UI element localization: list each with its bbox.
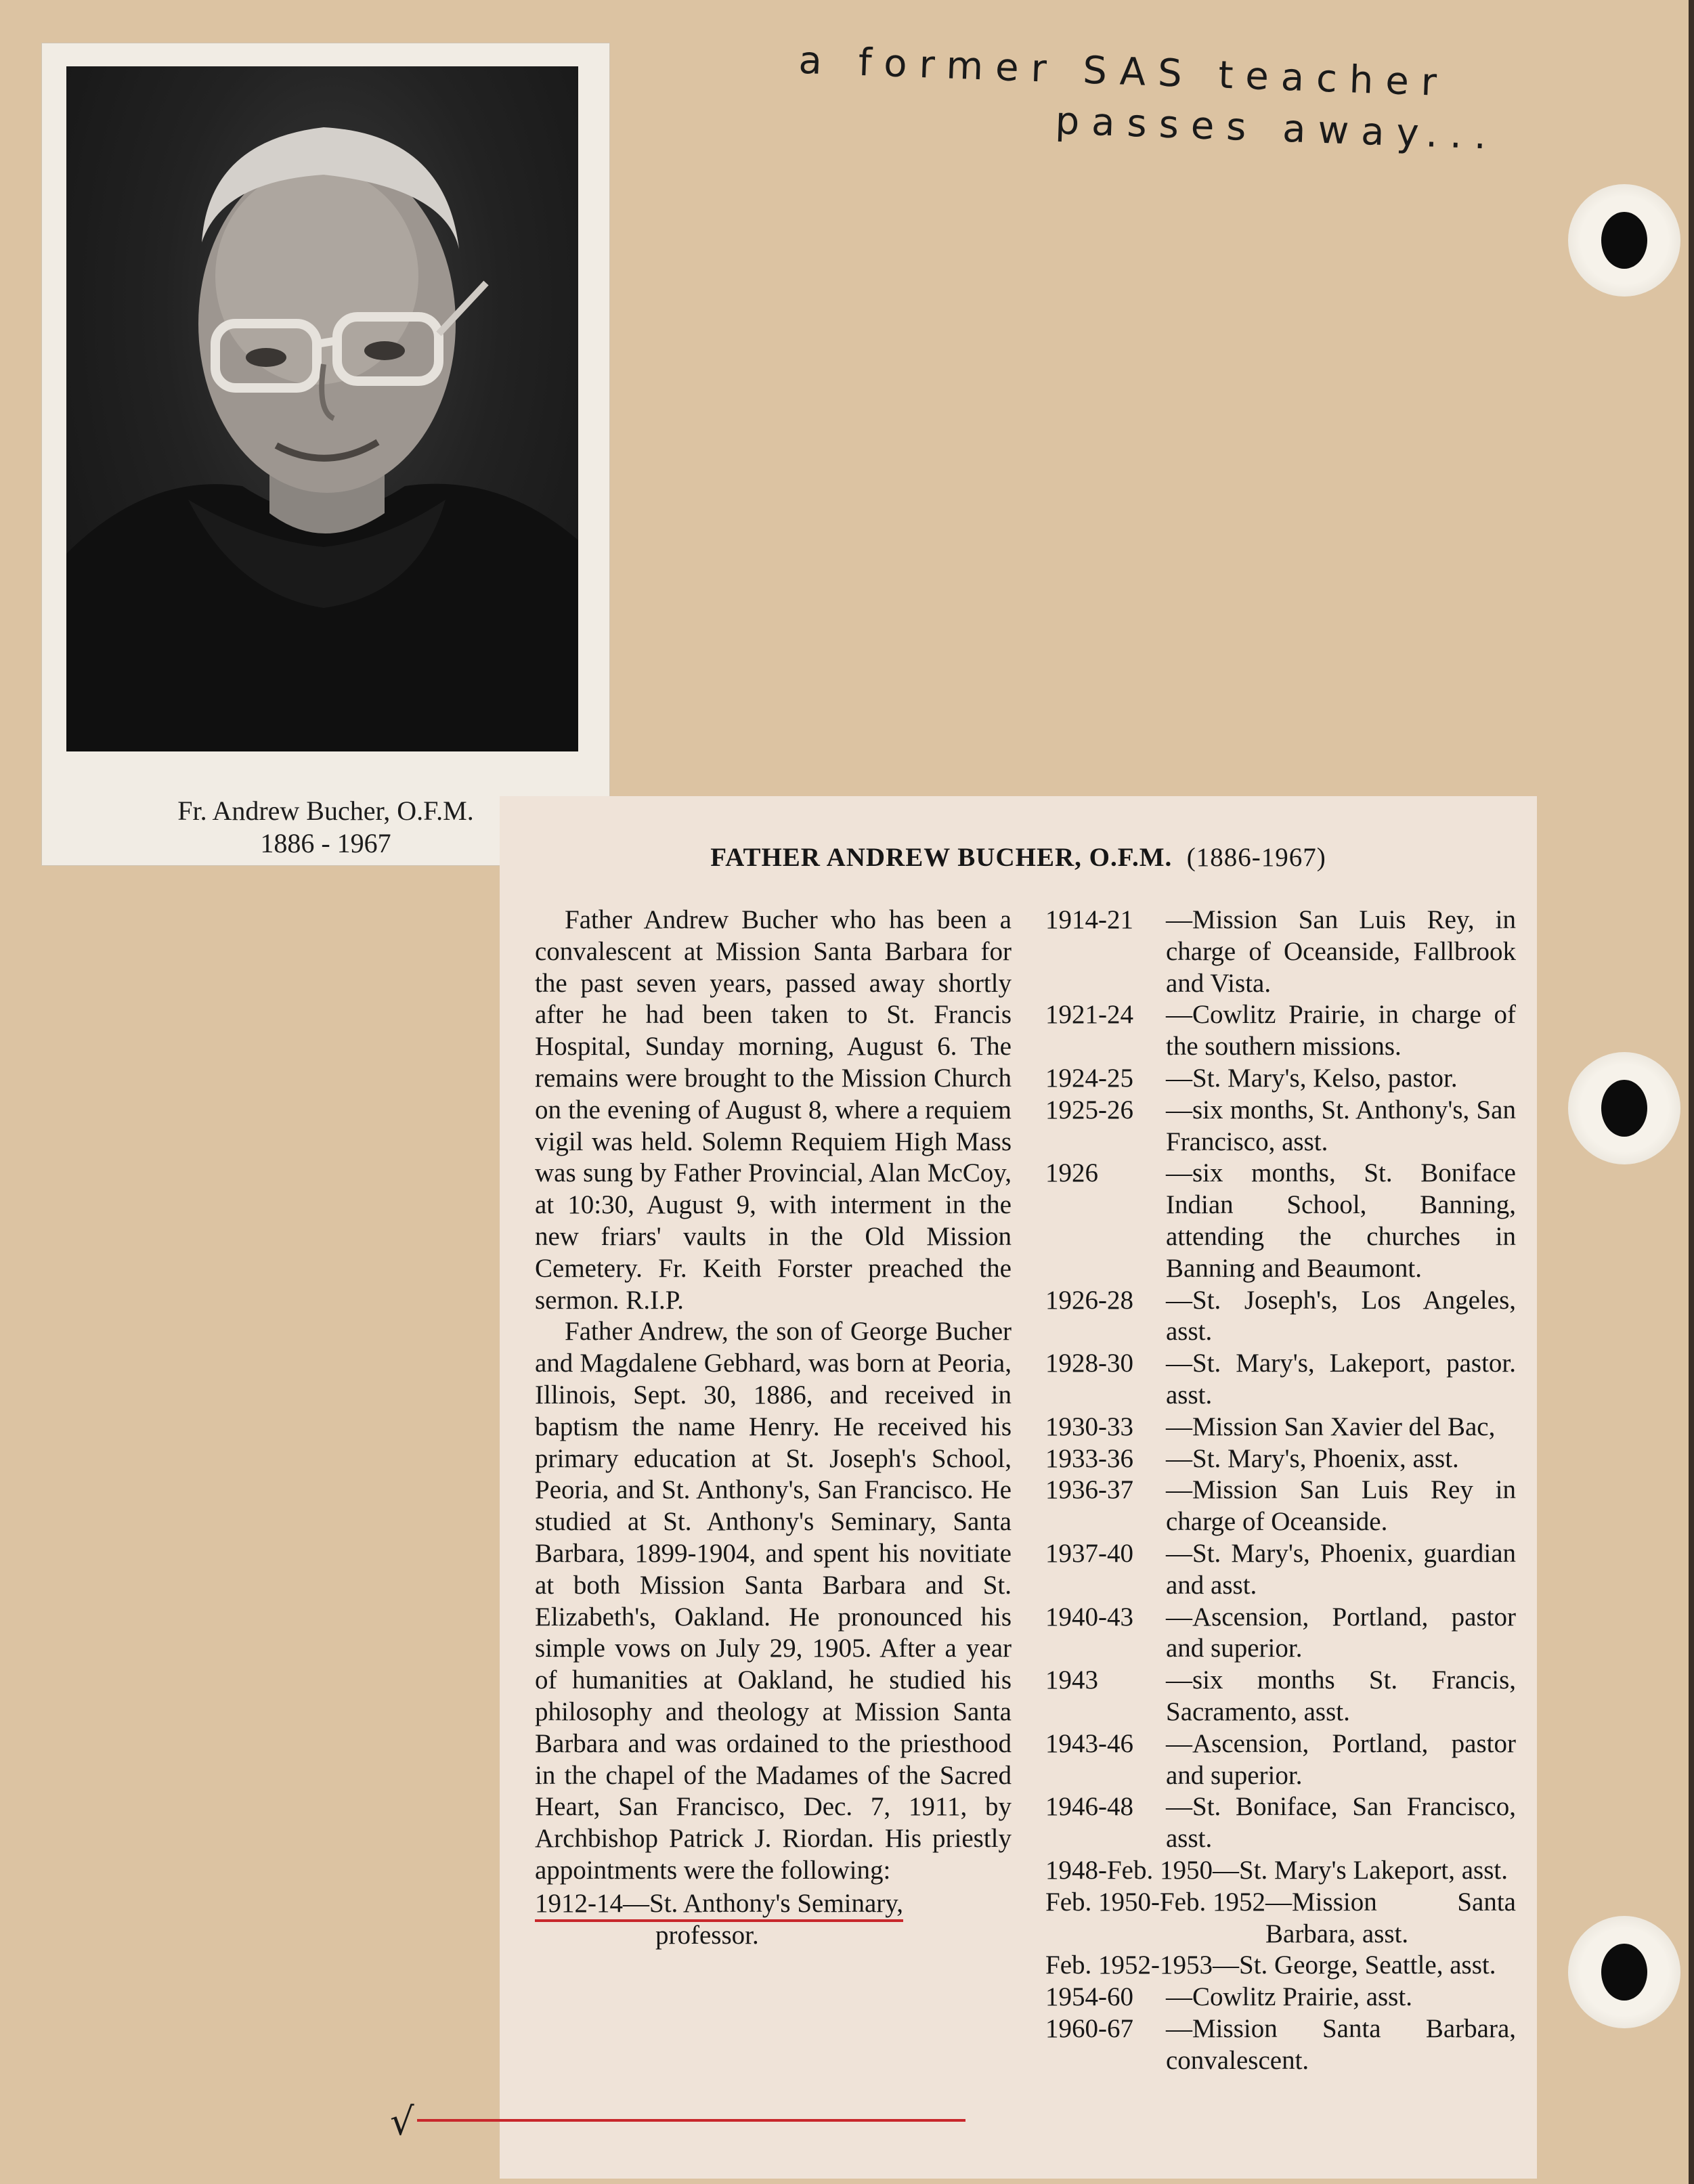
obituary-article (500, 796, 1537, 2179)
appointment-text: —six months, St. Anthony's, San Francisco, asst. (1166, 1095, 1516, 1156)
appointment-row (1045, 1665, 1516, 1728)
first-appointment (535, 1888, 1012, 1952)
appointment-dates: 1948-Feb. 1950 (1045, 1855, 1213, 1885)
appointment-row (1045, 1791, 1516, 1855)
handwritten-note (777, 35, 1525, 163)
appointment-row (1045, 1443, 1516, 1475)
album-page-edge (1689, 0, 1694, 2184)
article-paragraph-1: Father Andrew Bucher who has been a convalescent at Mission Santa Barbara for the past seven years, passed away shortly after he had been taken to St. Francis Hospital, Sunday morning, August 6. The remains were brought to the Mission Church on the evening of August 8, where a requiem vigil was held. Solemn Requiem High Mass was sung by Father Provincial, Alan McCoy, at 10:30, August 9, with interment in the new friars' vaults in the Old Mission Cemetery. Fr. Keith Forster preached the sermon. R.I.P. (535, 905, 1012, 1315)
appointment-text: —St. Mary's Lakeport, asst. (1213, 1855, 1508, 1885)
appointment-dates: 1940-43 (1045, 1602, 1133, 1632)
appointment-row (1045, 1950, 1516, 1982)
photo-caption-name: Fr. Andrew Bucher, O.F.M. (177, 795, 474, 826)
first-appointment-text: —St. Anthony's Seminary, (623, 1888, 904, 1918)
appointment-dates: 1914-21 (1045, 905, 1133, 934)
binder-hole-bottom (1568, 1916, 1680, 2028)
check-mark-annotation: √ (390, 2100, 414, 2144)
appointment-row (1045, 1855, 1516, 1887)
appointment-text: —Cowlitz Prairie, in charge of the southern missions. (1166, 1000, 1516, 1062)
appointment-dates: 1933-36 (1045, 1443, 1133, 1473)
appointment-text: —Ascension, Portland, pastor and superior. (1166, 1728, 1516, 1790)
portrait-photo (66, 66, 578, 751)
appointment-dates: 1926 (1045, 1158, 1098, 1188)
appointment-row (1045, 1887, 1516, 1950)
appointment-row (1045, 904, 1516, 999)
appointment-row (1045, 1602, 1516, 1665)
appointment-dates: 1926-28 (1045, 1285, 1133, 1315)
red-underline-annotation (417, 2119, 965, 2122)
appointment-row (1045, 1285, 1516, 1349)
appointment-dates: 1954-60 (1045, 1982, 1133, 2012)
appointment-row (1045, 999, 1516, 1063)
first-appointment-continuation: professor. (655, 1920, 759, 1950)
appointments-list (1045, 904, 1516, 2076)
appointment-dates: 1943 (1045, 1665, 1098, 1695)
appointment-text: —six months St. Francis, Sacramento, asst. (1166, 1665, 1516, 1726)
article-title-years: (1886-1967) (1186, 843, 1326, 872)
article-title (500, 842, 1537, 873)
appointment-text: —St. George, Seattle, asst. (1213, 1950, 1496, 1980)
appointment-dates: 1946-48 (1045, 1792, 1133, 1822)
appointment-text: —St. Mary's, Phoenix, guardian and asst. (1166, 1538, 1516, 1600)
appointment-row (1045, 1982, 1516, 2013)
appointment-dates: 1921-24 (1045, 1000, 1133, 1030)
appointment-text: —St. Mary's, Lakeport, pastor. asst. (1166, 1349, 1516, 1410)
handwritten-line-1: a former SAS teacher (798, 38, 1450, 106)
appointment-dates: 1925-26 (1045, 1095, 1133, 1124)
article-paragraph-2: Father Andrew, the son of George Bucher and Magdalene Gebhard, was born at Peoria, Illinois, Sept. 30, 1886, and received in baptism the name Henry. He received his primary education at St. Joseph's School, Peoria, and St. Anthony's, San Francisco. He studied at St. Anthony's Seminary, Santa Barbara, 1899-1904, and spent his novitiate at both Mission Santa Barbara and St. Elizabeth's, Oakland. He pronounced his simple vows on July 29, 1905. After a year of humanities at Oakland, he studied his philosophy and theology at Mission Santa Barbara and was ordained to the priesthood in the chapel of the Madames of the Sacred Heart, San Francisco, Dec. 7, 1911, by Archbishop Patrick J. Riordan. His priestly appointments were the following: (535, 1317, 1012, 1885)
appointment-dates: 1930-33 (1045, 1412, 1133, 1441)
appointment-row (1045, 1158, 1516, 1284)
appointment-dates: Feb. 1952-1953 (1045, 1950, 1213, 1980)
appointment-dates: Feb. 1950-Feb. 1952 (1045, 1887, 1265, 1917)
appointment-dates: 1937-40 (1045, 1538, 1133, 1568)
appointment-text: —St. Mary's, Kelso, pastor. (1166, 1063, 1458, 1093)
binder-hole-middle (1568, 1052, 1680, 1164)
photo-caption-years: 1886 - 1967 (260, 828, 391, 858)
binder-hole-top (1568, 184, 1680, 297)
appointment-row (1045, 1475, 1516, 1538)
appointment-dates: 1960-67 (1045, 2013, 1133, 2043)
appointment-text: —Cowlitz Prairie, asst. (1166, 1982, 1412, 2012)
appointment-text: —Ascension, Portland, pastor and superior. (1166, 1602, 1516, 1663)
handwritten-line-2: passes away... (1054, 99, 1500, 158)
appointment-dates: 1943-46 (1045, 1728, 1133, 1758)
appointment-row (1045, 1728, 1516, 1792)
article-title-name: FATHER ANDREW BUCHER, O.F.M. (710, 843, 1173, 872)
appointment-row (1045, 2013, 1516, 2077)
appointment-dates: 1936-37 (1045, 1475, 1133, 1505)
portrait-illustration (66, 66, 578, 751)
article-left-column (535, 904, 1012, 1951)
appointment-text: —St. Joseph's, Los Angeles, asst. (1166, 1285, 1516, 1347)
appointment-text: —St. Mary's, Phoenix, asst. (1166, 1443, 1459, 1473)
appointment-text: —St. Boniface, San Francisco, asst. (1166, 1792, 1516, 1854)
appointment-text: —Mission San Luis Rey in charge of Oceanside. (1166, 1475, 1516, 1537)
appointment-text: —Mission San Xavier del Bac, (1166, 1412, 1496, 1441)
first-appointment-underlined (535, 1889, 903, 1922)
appointment-row (1045, 1348, 1516, 1412)
appointment-text: —Mission Santa Barbara, convalescent. (1166, 2013, 1516, 2075)
appointment-dates: 1924-25 (1045, 1063, 1133, 1093)
appointment-text: —Mission Santa Barbara, asst. (1265, 1887, 1516, 1948)
appointment-row (1045, 1063, 1516, 1095)
appointment-dates: 1928-30 (1045, 1349, 1133, 1378)
appointment-row (1045, 1538, 1516, 1602)
appointment-text: —Mission San Luis Rey, in charge of Oceanside, Fallbrook and Vista. (1166, 905, 1516, 998)
appointment-row (1045, 1095, 1516, 1158)
appointment-text: —six months, St. Boniface Indian School, Banning, attending the churches in Banning and Beaumont. (1166, 1158, 1516, 1283)
appointment-row (1045, 1412, 1516, 1443)
first-appointment-dates: 1912-14 (535, 1888, 623, 1918)
photo-clipping (42, 43, 609, 865)
